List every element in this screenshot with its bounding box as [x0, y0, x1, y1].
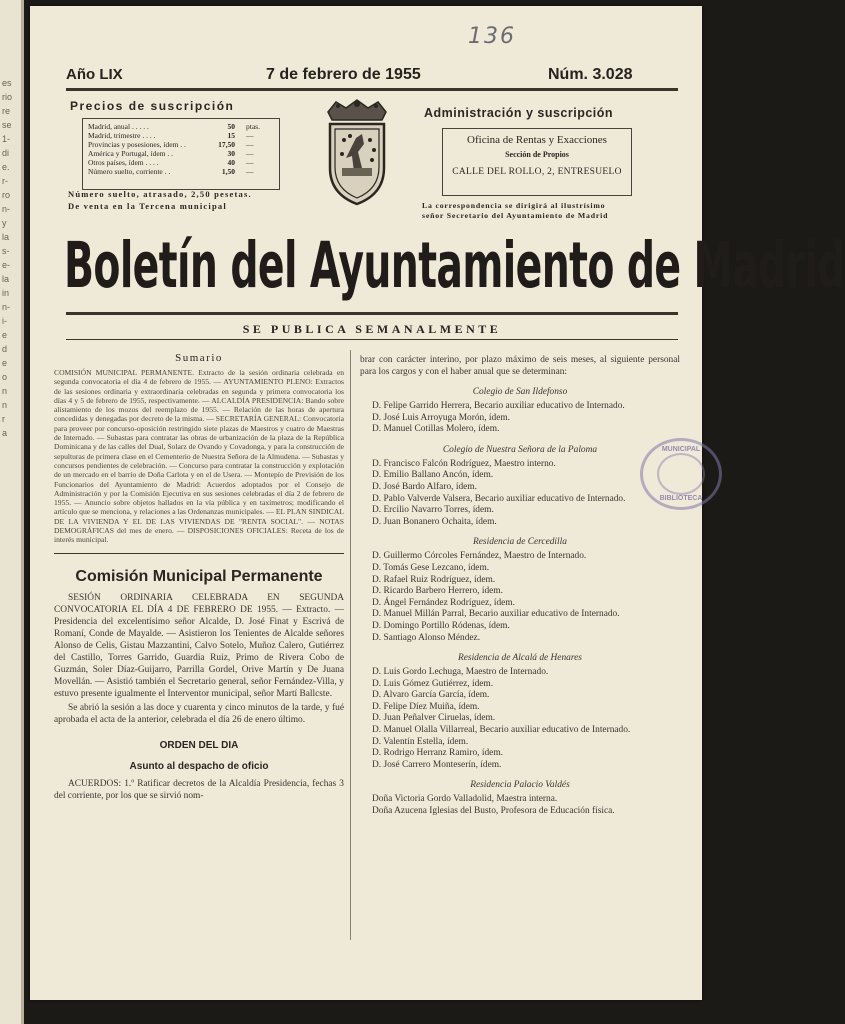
price-value: 50 — [227, 122, 235, 131]
stamp-top-text: MUNICIPAL — [661, 446, 701, 453]
margin-fragment: es — [2, 78, 12, 88]
appointment-item: D. Valentín Estella, ídem. — [372, 736, 469, 747]
margin-fragment: ro — [2, 190, 11, 200]
margin-fragment: e — [2, 330, 8, 340]
institution-heading: Residencia Palacio Valdés — [470, 780, 570, 791]
margin-fragment: i- — [2, 316, 7, 326]
comision-opening-text: Se abrió la sesión a las doce y cuarenta y cinco minutos de la tarde, y fué aprobada el acta de la anterior, celebrada el día 26 de enero último. — [54, 702, 344, 725]
price-label: Número suelto, corriente . . — [88, 167, 171, 176]
madrid-coat-of-arms-icon — [318, 98, 396, 213]
price-row — [88, 131, 274, 140]
appointment-item: D. Emilio Ballano Ancón, ídem. — [372, 470, 494, 481]
margin-fragment: s- — [2, 246, 10, 256]
margin-fragment: y — [2, 218, 7, 228]
prices-note-sale: De venta en la Tercena municipal — [68, 201, 227, 211]
appointment-item: D. Tomás Gese Lezcano, ídem. — [372, 562, 490, 573]
margin-fragment: rio — [2, 92, 13, 102]
prices-table — [82, 118, 280, 190]
price-label: Madrid, anual . . . . . — [88, 122, 149, 131]
price-row — [88, 122, 274, 131]
sumario-rule — [54, 553, 344, 554]
appointment-item: D. Rafael Ruiz Rodríguez, ídem. — [372, 574, 496, 585]
comision-session-text: SESIÓN ORDINARIA CELEBRADA EN SEGUNDA CONVOCATORIA EL DÍA 4 DE FEBRERO DE 1955. — Extracto. — Presidencia del excelentísimo señor Alcalde, D. José Finat y Escrivá de Romaní, Conde de Mayalde. — Asistieron los Tenientes de Alcalde señores Alonso de Celis, Gistau Mazzantini, Calvo Sotelo, Muñoz Calero, Gutiérrez del Castillo, Torres Garrido, Guardia Ruiz, Primo de Rivera Cobo de Guzmán, Soler Díaz-Guijarro, Parrilla Gordel, Orive Martín y De Juana Movellán. — Asistió también el Secretario general, señor Fernández-Villa, y estuvo presente igualmente el Interventor municipal, señor Martí Ballcste. — [54, 592, 344, 699]
price-value: 15 — [227, 131, 235, 140]
sumario-text: COMISIÓN MUNICIPAL PERMANENTE. Extracto de la sesión ordinaria celebrada en segunda convocatoria el día 4 de febrero de 1955. — AYUNTAMIENTO PLENO: Extractos de las sesiones ordinaria y extraordinaria celebradas en segunda y primera convocatoria los días 4 y 5 de febrero de 1955, respectivamente. — ALCALDÍA PRESIDENCIA: Bando sobre alistamiento de los mozos del reemplazo de 1955. — Relación de las horas de apertura concedidas y denegadas por decreto de la misma. — SECRETARÍA GENERAL: Convocatoria para proveer por concurso-oposición restringido siete plazas de Maestros y cuatro de Maestras de Internado. — Subastas para contratar las obras de urbanización de la plaza de la República Dominicana y de las calles del Dual, Solarz de Ovando y Covadonga, y para la construcción de sepulturas de primera clase en el Cementerio de Nuestra Señora de la Almudena. — Subastas y concursos pendientes de celebración. — Concurso para contratar la construcción y explotación de un mercado en el barrio de Doña Carlota y en el de Usera. — Montepío de Previsión de los Funcionarios del Ayuntamiento de Madrid: Acuerdos adoptados por el Consejo de Administración y por la Comisión Ejecutiva en sus sesiones celebradas el día 2 de febrero de 1955. — Anuncio sobre objetos hallados en la vía pública y en taxímetros; modificando el artículo que se menciona, y relaciones a las Ordenanzas municipales. — EL PLAN SINDICAL DE LA VIVIENDA Y EL DE LAS VIVIENDAS DE "RENTA SOCIAL". — NOTAS DEMOGRÁFICAS del mes de enero. — DISPOSICIONES OFICIALES: Receta de los de interés municipal. — [54, 368, 344, 545]
institution-heading: Residencia de Alcalá de Henares — [458, 653, 582, 664]
margin-fragment: di — [2, 148, 10, 158]
admin-title: Administración y suscripción — [424, 106, 614, 120]
price-value: 40 — [227, 158, 235, 167]
appointment-item: D. Pablo Valverde Valsera, Becario auxiliar educativo de Internado. — [372, 493, 626, 504]
price-row — [88, 167, 274, 176]
appointment-item: D. Manuel Olalla Villarreal, Becario auxiliar educativo de Internado. — [372, 725, 631, 736]
page-fold-edge — [21, 0, 24, 1024]
institution-heading: Residencia de Cercedilla — [473, 537, 567, 548]
price-label: Madrid, trimestre . . . . — [88, 131, 156, 140]
appointment-item: D. Juan Peñalver Ciruelas, ídem. — [372, 713, 496, 724]
appointment-item: D. Felipe Garrido Herrera, Becario auxiliar educativo de Internado. — [372, 401, 625, 411]
appointment-item: D. Francisco Falcón Rodríguez, Maestro interno. — [372, 458, 556, 469]
admin-office: Oficina de Rentas y Exacciones — [467, 134, 607, 146]
publication-frequency: SE PUBLICA SEMANALMENTE — [242, 322, 502, 336]
admin-address-box — [442, 128, 632, 196]
appointment-item: D. Juan Bonanero Ochaita, ídem. — [372, 516, 497, 527]
margin-fragment: re — [2, 106, 11, 116]
comision-title: Comisión Municipal Permanente — [75, 567, 323, 585]
margin-fragment: e — [2, 358, 8, 368]
appointment-item: D. Manuel Cotillas Molero, ídem. — [372, 424, 500, 435]
header-rule — [66, 88, 678, 91]
price-rows — [88, 122, 274, 176]
handwritten-page-number: 136 — [468, 24, 516, 49]
appointment-item: D. Manuel Millán Parral, Becario auxiliar educativo de Internado. — [372, 609, 620, 620]
margin-fragment: a — [2, 428, 8, 438]
appointment-item: D. Ricardo Barbero Herrero, ídem. — [372, 586, 503, 597]
price-value: 30 — [227, 149, 235, 158]
prices-title: Precios de suscripción — [70, 99, 235, 113]
price-unit: — — [246, 131, 254, 140]
subtitle-rule — [66, 339, 678, 340]
price-unit: — — [246, 149, 254, 158]
appointment-item: D. José Carrero Monteserín, ídem. — [372, 759, 502, 770]
appointment-item: Doña Azucena Iglesias del Busto, Profesora de Educación física. — [372, 806, 615, 817]
margin-fragment: 1- — [2, 134, 11, 144]
asunto-heading: Asunto al despacho de oficio — [129, 760, 269, 772]
newspaper-page — [30, 6, 845, 1000]
appointments-intro: brar con carácter interino, por plazo máximo de seis meses, al siguiente personal para los cargos y con el haber anual que se determinan: — [360, 355, 680, 377]
adjacent-page-edge — [0, 0, 24, 1024]
appointment-item: D. José Bardo Alfaro, ídem. — [372, 481, 477, 492]
right-column — [360, 354, 680, 818]
library-stamp — [640, 438, 722, 510]
left-column — [54, 346, 344, 802]
appointment-item: D. Guillermo Córcoles Fernández, Maestro de Internado. — [372, 551, 587, 562]
appointment-item: D. Rodrigo Herranz Ramiro, ídem. — [372, 748, 503, 759]
price-label: Otros países, ídem . . . . — [88, 158, 159, 167]
appointment-item: D. Felipe Díez Muiña, ídem. — [372, 701, 480, 712]
price-unit: ptas. — [246, 122, 260, 131]
masthead-rule — [66, 312, 678, 315]
price-unit: — — [246, 167, 254, 176]
stamp-bottom-text: BIBLIOTECA — [659, 495, 703, 502]
margin-fragment: o — [2, 372, 8, 382]
admin-section: Sección de Propios — [505, 150, 569, 159]
appointment-item: D. Santiago Alonso Méndez. — [372, 632, 481, 643]
margin-fragment: n — [2, 400, 8, 410]
appointment-item: D. José Luis Arroyuga Morón, ídem. — [372, 412, 511, 423]
issue-year: Año LIX — [66, 66, 123, 83]
margin-fragment: la — [2, 232, 10, 242]
admin-note-2: señor Secretario del Ayuntamiento de Madrid — [422, 211, 609, 220]
price-row — [88, 158, 274, 167]
appointment-item: D. Luis Gómez Gutiérrez, ídem. — [372, 678, 494, 689]
institution-heading: Colegio de Nuestra Señora de la Paloma — [442, 444, 598, 455]
appointment-item: D. Alvaro García García, ídem. — [372, 690, 490, 701]
price-label: América y Portugal, ídem . . — [88, 149, 173, 158]
margin-fragment: e. — [2, 162, 10, 172]
acuerdos-text: ACUERDOS: 1.º Ratificar decretos de la Alcaldía Presidencia, fechas 3 del corriente, por los que se sirvió nom- — [54, 778, 344, 801]
institution-heading: Colegio de San Ildefonso — [472, 387, 568, 397]
column-divider — [350, 350, 351, 940]
margin-fragment: n- — [2, 204, 11, 214]
margin-fragment: r — [2, 414, 5, 424]
sumario-title: Sumario — [175, 352, 223, 364]
margin-fragment: r- — [2, 176, 8, 186]
appointment-item: D. Ercilio Navarro Torres, ídem. — [372, 505, 494, 516]
stamp-inner-ring — [657, 453, 705, 495]
price-label: Provincias y posesiones, ídem . . — [88, 140, 186, 149]
price-row — [88, 140, 274, 149]
margin-fragment: e- — [2, 260, 11, 270]
prices-note-back-issue: Número suelto, atrasado, 2,50 pesetas. — [68, 189, 252, 199]
admin-note-1: La correspondencia se dirigirá al ilustrísimo — [422, 201, 606, 210]
margin-fragment: n- — [2, 302, 11, 312]
margin-fragment: se — [2, 120, 12, 130]
price-unit: — — [246, 140, 254, 149]
appointment-item: D. Ángel Fernández Rodríguez, ídem. — [372, 597, 515, 608]
price-row — [88, 149, 274, 158]
price-value: 1,50 — [221, 167, 235, 176]
admin-address: CALLE DEL ROLLO, 2, ENTRESUELO — [452, 167, 622, 177]
margin-fragment: n — [2, 386, 8, 396]
margin-fragment: d — [2, 344, 8, 354]
issue-number: Núm. 3.028 — [548, 66, 633, 83]
masthead-title: Boletín del Ayuntamiento de Madrid — [64, 229, 845, 302]
price-unit: — — [246, 158, 254, 167]
appointment-item: Doña Victoria Gordo Valladolid, Maestra interna. — [372, 794, 558, 805]
appointment-groups — [360, 387, 680, 818]
issue-date: 7 de febrero de 1955 — [266, 66, 421, 83]
margin-fragment: la — [2, 274, 10, 284]
orden-del-dia-heading: ORDEN DEL DIA — [159, 739, 239, 751]
margin-fragment: in — [2, 288, 10, 298]
price-value: 17,50 — [218, 140, 235, 149]
appointment-item: D. Domingo Portillo Ródenas, ídem. — [372, 620, 510, 631]
appointment-item: D. Luis Gordo Lechuga, Maestro de Internado. — [372, 667, 549, 678]
